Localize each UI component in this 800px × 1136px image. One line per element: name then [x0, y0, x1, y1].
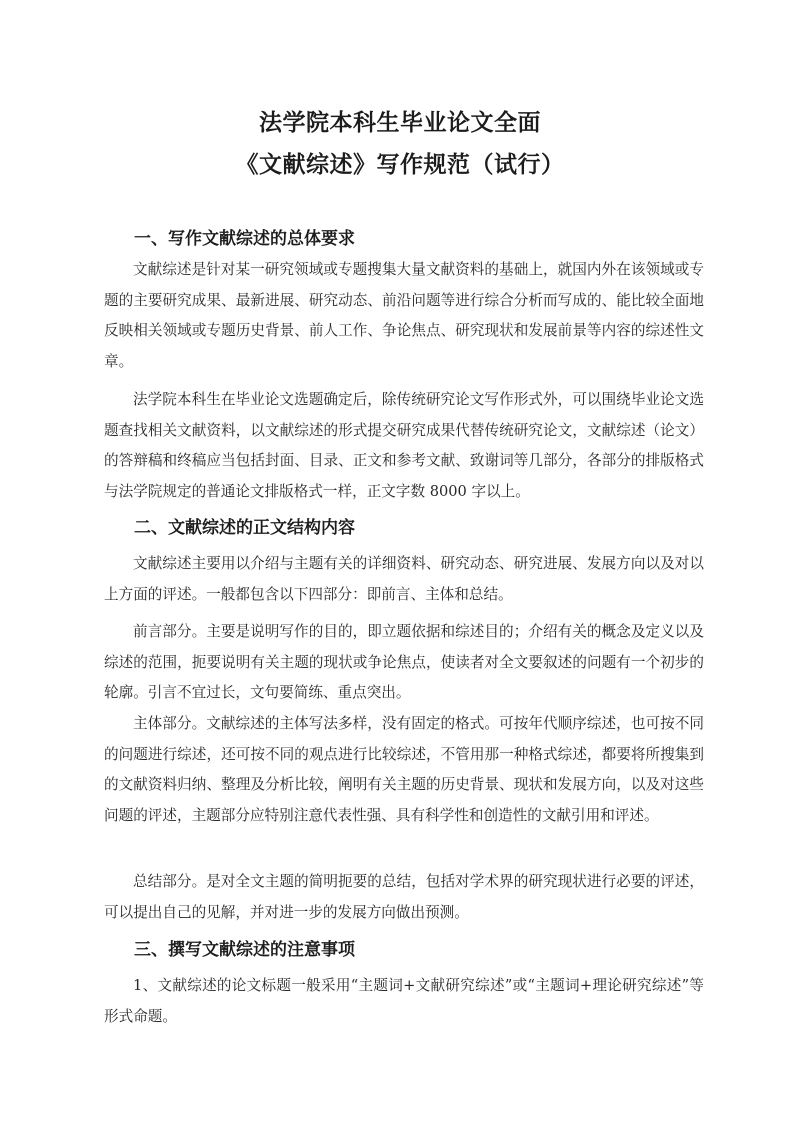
section-1-paragraph-2: 法学院本科生在毕业论文选题确定后，除传统研究论文写作形式外，可以围绕毕业论文选题查找相关文献资料，以文献综述的形式提交研究成果代替传统研究论文，文献综述（论文）的答辩稿和终稿应当包括封面、目录、正文和参考文献、致谢词等几部分，各部分的排版格式与法学院规定的普通论文排版格式一样，正文字数 8000 字以上。 — [104, 391, 704, 500]
section-2-paragraph-4: 总结部分。是对全文主题的简明扼要的总结，包括对学术界的研究现状进行必要的评述，可以提出自己的见解，并对进一步的发展方向做出预测。 — [104, 873, 704, 921]
section-2-paragraph-3: 主体部分。文献综述的主体写法多样，没有固定的格式。可按年代顺序综述，也可按不同的问题进行综述，还可按不同的观点进行比较综述，不管用那一种格式综述，都要将所搜集到的文献资料归纳、整理及分析比较，阐明有关主题的历史背景、现状和发展方向，以及对这些问题的评述，主题部分应特别注意代表性强、具有科学性和创造性的文献引用和评述。 — [104, 715, 704, 824]
document-title-line1: 法学院本科生毕业论文全面 — [259, 110, 541, 136]
section-1-heading: 一、写作文献综述的总体要求 — [134, 229, 355, 249]
section-1-paragraph-1: 文献综述是针对某一研究领域或专题搜集大量文献资料的基础上，就国内外在该领域或专题的主要研究成果、最新进展、研究动态、前沿问题等进行综合分析而写成的、能比较全面地反映相关领域或专题历史背景、前人工作、争论焦点、研究现状和发展前景等内容的综述性文章。 — [104, 261, 704, 370]
section-2-paragraph-2: 前言部分。主要是说明写作的目的，即立题依据和综述目的；介绍有关的概念及定义以及综述的范围，扼要说明有关主题的现状或争论焦点，使读者对全文要叙述的问题有一个初步的轮廓。引言不宜过长，文句要简练、重点突出。 — [104, 623, 704, 701]
section-2-paragraph-1: 文献综述主要用以介绍与主题有关的详细资料、研究动态、研究进展、发展方向以及对以上方面的评述。一般都包含以下四部分：即前言、主体和总结。 — [104, 555, 704, 603]
section-3-heading: 三、撰写文献综述的注意事项 — [134, 940, 355, 960]
section-2-heading: 二、文献综述的正文结构内容 — [134, 518, 355, 538]
document-title-line2: 《文献综述》写作规范（试行） — [235, 152, 565, 178]
section-3-paragraph-1: 1、文献综述的论文标题一般采用“主题词+文献研究综述”或“主题词+理论研究综述”等形式命题。 — [104, 977, 704, 1025]
